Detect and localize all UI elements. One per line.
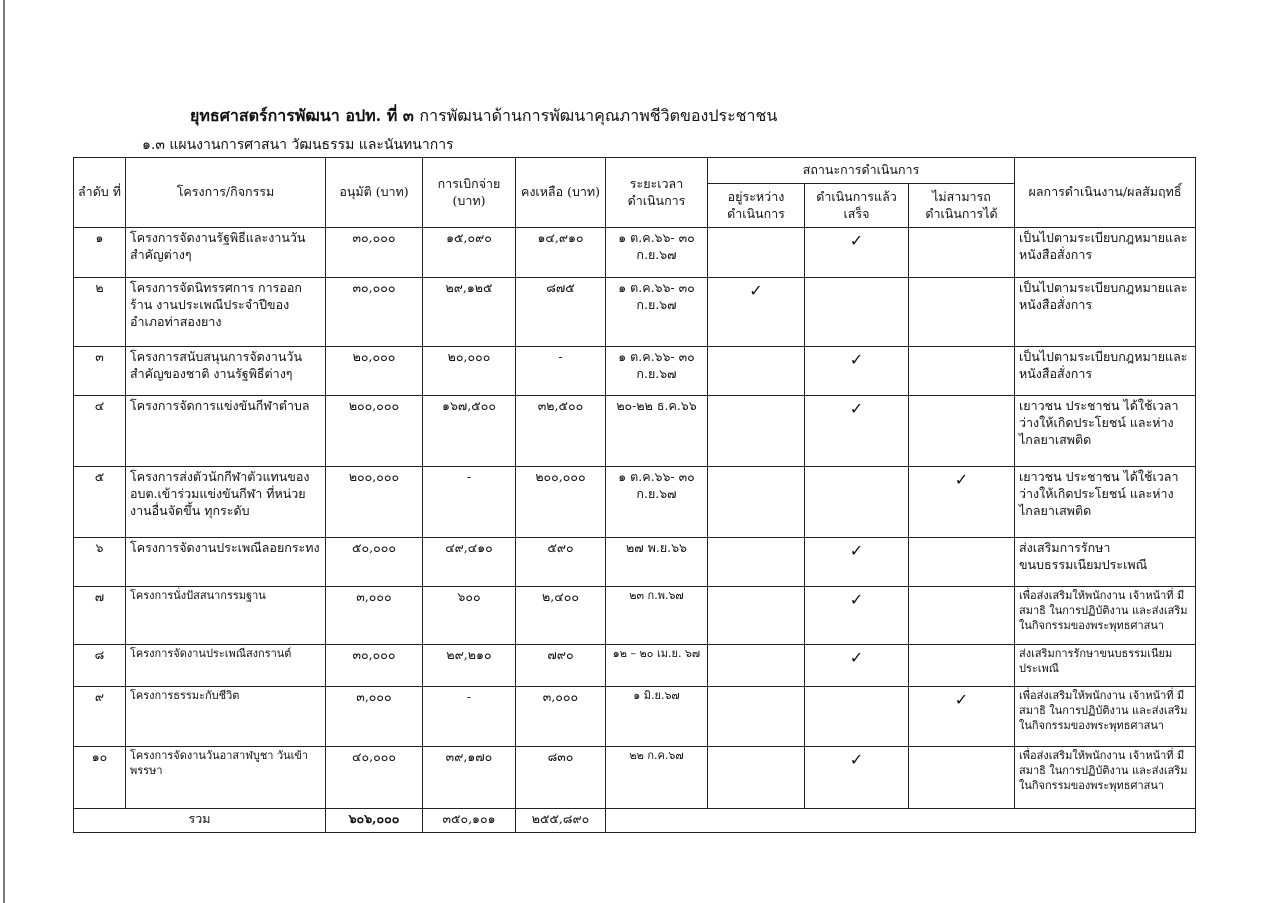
plan-subtitle: ๑.๓ แผนงานการศาสนา วัฒนธรรม และนันทนาการ bbox=[142, 137, 454, 153]
status-unable-cell bbox=[909, 538, 1015, 587]
disbursed-amount: ๑๖๗,๕๐๐ bbox=[423, 396, 516, 467]
approved-amount: ๓๐,๐๐๐ bbox=[326, 228, 423, 278]
result-text: เป็นไปตามระเบียบกฎหมายและหนังสือสั่งการ bbox=[1015, 228, 1196, 278]
remaining-amount: ๓๒,๕๐๐ bbox=[516, 396, 606, 467]
status-done-cell bbox=[805, 228, 909, 278]
project-name: โครงการจัดงานรัฐพิธีและงานวันสำคัญต่างๆ bbox=[126, 228, 326, 278]
status-done-cell bbox=[805, 747, 909, 809]
check-icon: ✓ bbox=[954, 690, 969, 709]
approved-amount: ๓,๐๐๐ bbox=[326, 687, 423, 747]
period: ๑ ต.ค.๖๖- ๓๐ ก.ย.๖๗ bbox=[606, 278, 708, 347]
table-row bbox=[74, 396, 1196, 467]
table-footer bbox=[74, 809, 1196, 833]
result-text: ส่งเสริมการรักษาขนบธรรมเนียมประเพณี bbox=[1015, 538, 1196, 587]
row-number: ๑๐ bbox=[74, 747, 126, 809]
remaining-amount: ๑๔,๙๑๐ bbox=[516, 228, 606, 278]
status-in-progress-cell bbox=[708, 645, 805, 687]
status-unable-cell bbox=[909, 396, 1015, 467]
table-row bbox=[74, 228, 1196, 278]
project-name: โครงการจัดงานประเพณีลอยกระทง bbox=[126, 538, 326, 587]
result-text: เพื่อส่งเสริมให้พนักงาน เจ้าหน้าที่ มีสมาธิ ในการปฏิบัติงาน และส่งเสริมในกิจกรรมของพระพุทธศาสนา bbox=[1015, 687, 1196, 747]
disbursed-amount: ๒๐,๐๐๐ bbox=[423, 347, 516, 396]
result-text: เพื่อส่งเสริมให้พนักงาน เจ้าหน้าที่ มีสมาธิ ในการปฏิบัติงาน และส่งเสริมในกิจกรรมของพระพุทธศาสนา bbox=[1015, 587, 1196, 645]
totals-row bbox=[74, 809, 1196, 833]
status-done-cell bbox=[805, 467, 909, 538]
approved-amount: ๕๐,๐๐๐ bbox=[326, 538, 423, 587]
remaining-amount: ๘๗๕ bbox=[516, 278, 606, 347]
row-number: ๑ bbox=[74, 228, 126, 278]
period: ๑ ต.ค.๖๖- ๓๐ ก.ย.๖๗ bbox=[606, 467, 708, 538]
project-name: โครงการจัดการแข่งขันกีฬาตำบล bbox=[126, 396, 326, 467]
table-row bbox=[74, 687, 1196, 747]
result-text: เยาวชน ประชาชน ได้ใช้เวลาว่างให้เกิดประโยชน์ และห่างไกลยาเสพติด bbox=[1015, 396, 1196, 467]
status-unable-cell bbox=[909, 645, 1015, 687]
status-in-progress-cell bbox=[708, 467, 805, 538]
period: ๑ ต.ค.๖๖- ๓๐ ก.ย.๖๗ bbox=[606, 228, 708, 278]
disbursed-amount: ๒๙,๒๑๐ bbox=[423, 645, 516, 687]
disbursed-amount: - bbox=[423, 467, 516, 538]
table-row bbox=[74, 747, 1196, 809]
total-remaining: ๒๕๕,๘๙๐ bbox=[516, 809, 606, 833]
table-row bbox=[74, 278, 1196, 347]
project-status-table bbox=[73, 157, 1196, 833]
status-in-progress-cell bbox=[708, 747, 805, 809]
header-status-group: สถานะการดำเนินการ bbox=[708, 158, 1015, 184]
approved-amount: ๓๐,๐๐๐ bbox=[326, 278, 423, 347]
row-number: ๔ bbox=[74, 396, 126, 467]
check-icon: ✓ bbox=[849, 399, 864, 418]
status-unable-cell bbox=[909, 687, 1015, 747]
period: ๑๒ – ๒๐ เม.ย. ๖๗ bbox=[606, 645, 708, 687]
header-remaining: คงเหลือ (บาท) bbox=[516, 158, 606, 228]
status-unable-cell bbox=[909, 587, 1015, 645]
status-done-cell bbox=[805, 347, 909, 396]
scan-edge bbox=[3, 0, 5, 903]
remaining-amount: ๕๙๐ bbox=[516, 538, 606, 587]
row-number: ๕ bbox=[74, 467, 126, 538]
project-name: โครงการจัดงานวันอาสาฬบูชา วันเข้าพรรษา bbox=[126, 747, 326, 809]
header-status-done: ดำเนินการแล้ว เสร็จ bbox=[805, 184, 909, 228]
remaining-amount: ๓,๐๐๐ bbox=[516, 687, 606, 747]
header-project: โครงการ/กิจกรรม bbox=[126, 158, 326, 228]
header-order: ลำดับ ที่ bbox=[74, 158, 126, 228]
remaining-amount: ๒,๔๐๐ bbox=[516, 587, 606, 645]
project-name: โครงการจัดนิทรรศการ การออกร้าน งานประเพณีประจำปีของอำเภอท่าสองยาง bbox=[126, 278, 326, 347]
total-approved: ๖๐๖,๐๐๐ bbox=[326, 809, 423, 833]
project-name: โครงการจัดงานประเพณีสงกรานต์ bbox=[126, 645, 326, 687]
row-number: ๙ bbox=[74, 687, 126, 747]
totals-empty bbox=[606, 809, 1196, 833]
row-number: ๖ bbox=[74, 538, 126, 587]
disbursed-amount: ๑๕,๐๙๐ bbox=[423, 228, 516, 278]
status-in-progress-cell bbox=[708, 396, 805, 467]
header-period: ระยะเวลา ดำเนินการ bbox=[606, 158, 708, 228]
page-title bbox=[190, 104, 777, 129]
row-number: ๒ bbox=[74, 278, 126, 347]
header-approved: อนุมัติ (บาท) bbox=[326, 158, 423, 228]
approved-amount: ๔๐,๐๐๐ bbox=[326, 747, 423, 809]
status-in-progress-cell bbox=[708, 538, 805, 587]
check-icon: ✓ bbox=[849, 350, 864, 369]
approved-amount: ๓๐,๐๐๐ bbox=[326, 645, 423, 687]
table-body bbox=[74, 228, 1196, 809]
totals-label: รวม bbox=[74, 809, 326, 833]
period: ๒๒ ก.ค.๖๗ bbox=[606, 747, 708, 809]
approved-amount: ๒๐๐,๐๐๐ bbox=[326, 396, 423, 467]
period: ๑ มิ.ย.๖๗ bbox=[606, 687, 708, 747]
project-name: โครงการธรรมะกับชีวิต bbox=[126, 687, 326, 747]
remaining-amount: ๘๓๐ bbox=[516, 747, 606, 809]
period: ๒๓ ก.พ.๖๗ bbox=[606, 587, 708, 645]
check-icon: ✓ bbox=[849, 231, 864, 250]
total-disbursed: ๓๕๐,๑๐๑ bbox=[423, 809, 516, 833]
status-unable-cell bbox=[909, 278, 1015, 347]
status-in-progress-cell bbox=[708, 228, 805, 278]
status-done-cell bbox=[805, 687, 909, 747]
status-in-progress-cell bbox=[708, 278, 805, 347]
check-icon: ✓ bbox=[849, 648, 864, 667]
title-strategy: ยุทธศาสตร์การพัฒนา อปท. ที่ ๓ bbox=[190, 106, 414, 125]
check-icon: ✓ bbox=[954, 470, 969, 489]
result-text: ส่งเสริมการรักษาขนบธรรมเนียมประเพณี bbox=[1015, 645, 1196, 687]
period: ๒๗ พ.ย.๖๖ bbox=[606, 538, 708, 587]
project-name: โครงการส่งตัวนักกีฬาตัวแทนของ อบต.เข้าร่วมแข่งขันกีฬา ที่หน่วยงานอื่นจัดขึ้น ทุกระดับ bbox=[126, 467, 326, 538]
status-unable-cell bbox=[909, 347, 1015, 396]
table-header bbox=[74, 158, 1196, 228]
status-unable-cell bbox=[909, 467, 1015, 538]
disbursed-amount: ๓๙,๑๗๐ bbox=[423, 747, 516, 809]
status-unable-cell bbox=[909, 747, 1015, 809]
period: ๒๐-๒๒ ธ.ค.๖๖ bbox=[606, 396, 708, 467]
row-number: ๘ bbox=[74, 645, 126, 687]
check-icon: ✓ bbox=[849, 590, 864, 609]
check-icon: ✓ bbox=[849, 541, 864, 560]
approved-amount: ๒๐๐,๐๐๐ bbox=[326, 467, 423, 538]
check-icon: ✓ bbox=[849, 750, 864, 769]
table-row bbox=[74, 467, 1196, 538]
row-number: ๓ bbox=[74, 347, 126, 396]
status-done-cell bbox=[805, 396, 909, 467]
status-done-cell bbox=[805, 587, 909, 645]
result-text: เป็นไปตามระเบียบกฎหมายและหนังสือสั่งการ bbox=[1015, 278, 1196, 347]
header-status-in-progress: อยู่ระหว่าง ดำเนินการ bbox=[708, 184, 805, 228]
header-status-unable: ไม่สามารถ ดำเนินการได้ bbox=[909, 184, 1015, 228]
status-in-progress-cell bbox=[708, 587, 805, 645]
check-icon: ✓ bbox=[749, 281, 763, 300]
status-done-cell bbox=[805, 538, 909, 587]
result-text: เพื่อส่งเสริมให้พนักงาน เจ้าหน้าที่ มีสมาธิ ในการปฏิบัติงาน และส่งเสริมในกิจกรรมของพระพุทธศาสนา bbox=[1015, 747, 1196, 809]
status-unable-cell bbox=[909, 228, 1015, 278]
status-done-cell bbox=[805, 645, 909, 687]
result-text: เป็นไปตามระเบียบกฎหมายและหนังสือสั่งการ bbox=[1015, 347, 1196, 396]
result-text: เยาวชน ประชาชน ได้ใช้เวลาว่างให้เกิดประโยชน์ และห่างไกลยาเสพติด bbox=[1015, 467, 1196, 538]
disbursed-amount: ๒๙,๑๒๕ bbox=[423, 278, 516, 347]
period: ๑ ต.ค.๖๖- ๓๐ ก.ย.๖๗ bbox=[606, 347, 708, 396]
disbursed-amount: ๖๐๐ bbox=[423, 587, 516, 645]
table-row bbox=[74, 587, 1196, 645]
remaining-amount: ๗๙๐ bbox=[516, 645, 606, 687]
project-name: โครงการนั่งปัสสนากรรมฐาน bbox=[126, 587, 326, 645]
approved-amount: ๓,๐๐๐ bbox=[326, 587, 423, 645]
row-number: ๗ bbox=[74, 587, 126, 645]
status-in-progress-cell bbox=[708, 347, 805, 396]
table-row bbox=[74, 645, 1196, 687]
title-rest: การพัฒนาด้านการพัฒนาคุณภาพชีวิตของประชาชน bbox=[419, 106, 778, 125]
remaining-amount: ๒๐๐,๐๐๐ bbox=[516, 467, 606, 538]
header-result: ผลการดำเนินงาน/ผลสัมฤทธิ์ bbox=[1015, 158, 1196, 228]
table-row bbox=[74, 538, 1196, 587]
disbursed-amount: - bbox=[423, 687, 516, 747]
status-done-cell bbox=[805, 278, 909, 347]
remaining-amount: - bbox=[516, 347, 606, 396]
approved-amount: ๒๐,๐๐๐ bbox=[326, 347, 423, 396]
disbursed-amount: ๔๙,๔๑๐ bbox=[423, 538, 516, 587]
project-name: โครงการสนับสนุนการจัดงานวันสำคัญของชาติ งานรัฐพิธีต่างๆ bbox=[126, 347, 326, 396]
table-row bbox=[74, 347, 1196, 396]
status-in-progress-cell bbox=[708, 687, 805, 747]
header-disbursed: การเบิกจ่าย (บาท) bbox=[423, 158, 516, 228]
